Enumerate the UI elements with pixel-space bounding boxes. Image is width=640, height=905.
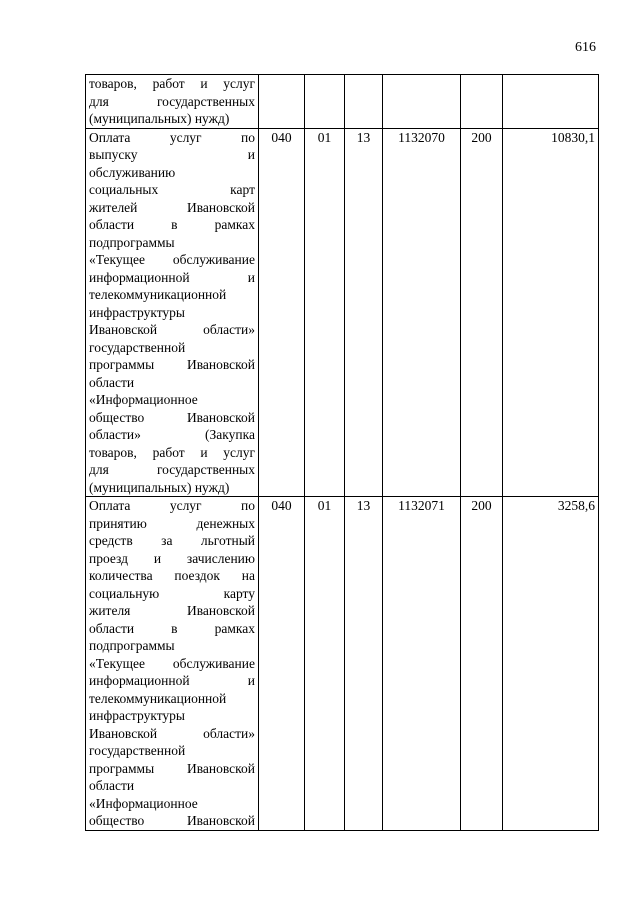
description-line: (муниципальных) нужд): [89, 479, 230, 495]
description-line: жителя Ивановской: [89, 603, 255, 618]
description-line: товаров, работ и услуг: [89, 76, 255, 91]
description-line: (муниципальных) нужд): [89, 111, 230, 126]
description-line: области в рамках: [89, 620, 255, 636]
description-line: проезд и зачислению: [89, 550, 255, 566]
description-line: выпуску и: [89, 147, 255, 162]
description-line: программы Ивановской: [89, 760, 255, 776]
description-line: инфраструктуры: [89, 708, 185, 723]
section-code-cell: 01: [305, 497, 345, 831]
subsection-code-cell: 13: [345, 128, 383, 497]
description-line: общество Ивановской: [89, 813, 255, 828]
description-line: подпрограммы: [89, 234, 175, 250]
table-row: [86, 497, 599, 831]
description-line: информационной и: [89, 673, 255, 688]
row-description: [86, 128, 259, 497]
description-line: области» (Закупка: [89, 427, 255, 442]
subsection-code-cell: 13: [345, 497, 383, 831]
description-line: области: [89, 374, 135, 390]
description-line: общество Ивановской: [89, 409, 255, 425]
description-line: государственной: [89, 339, 186, 355]
description-line: информационной и: [89, 269, 255, 285]
row-description: [86, 497, 259, 831]
amount-cell: [503, 75, 599, 129]
expense-type-cell: [461, 75, 503, 129]
target-article-cell: [383, 75, 461, 129]
target-article-cell: 1132071: [383, 497, 461, 831]
description-line: обслуживанию: [89, 164, 176, 180]
description-line: Ивановской области»: [89, 322, 255, 337]
amount-cell: 10830,1: [503, 128, 599, 497]
description-line: социальных карт: [89, 182, 255, 197]
budget-table: [85, 74, 599, 831]
description-line: для государственных: [89, 93, 255, 109]
description-line: количества поездок на: [89, 568, 255, 583]
description-line: телекоммуникационной: [89, 287, 227, 302]
description-line: средств за льготный: [89, 533, 255, 548]
description-line: программы Ивановской: [89, 357, 255, 372]
ministry-code-cell: [259, 75, 305, 129]
description-line: Оплата услуг по: [89, 129, 255, 145]
description-line: социальную карту: [89, 585, 255, 601]
description-line: для государственных: [89, 462, 255, 477]
page-number: 616: [575, 40, 596, 55]
ministry-code-cell: 040: [259, 128, 305, 497]
section-code-cell: 01: [305, 128, 345, 497]
table-row: [86, 128, 599, 497]
section-code-cell: [305, 75, 345, 129]
description-line: «Информационное: [89, 795, 198, 811]
target-article-cell: 1132070: [383, 128, 461, 497]
description-line: телекоммуникационной: [89, 690, 227, 706]
description-line: товаров, работ и услуг: [89, 444, 255, 460]
ministry-code-cell: 040: [259, 497, 305, 831]
subsection-code-cell: [345, 75, 383, 129]
description-line: «Текущее обслуживание: [89, 252, 255, 267]
description-line: «Текущее обслуживание: [89, 655, 255, 671]
description-line: Ивановской области»: [89, 725, 255, 741]
description-line: подпрограммы: [89, 638, 175, 653]
description-line: инфраструктуры: [89, 304, 185, 320]
description-line: жителей Ивановской: [89, 199, 255, 215]
table-row: [86, 75, 599, 129]
expense-type-cell: 200: [461, 128, 503, 497]
amount-cell: 3258,6: [503, 497, 599, 831]
description-line: области: [89, 778, 135, 793]
description-line: «Информационное: [89, 392, 198, 407]
row-description: [86, 75, 259, 129]
description-line: государственной: [89, 743, 186, 758]
description-line: области в рамках: [89, 217, 255, 232]
description-line: Оплата услуг по: [89, 498, 255, 513]
description-line: принятию денежных: [89, 515, 255, 531]
expense-type-cell: 200: [461, 497, 503, 831]
